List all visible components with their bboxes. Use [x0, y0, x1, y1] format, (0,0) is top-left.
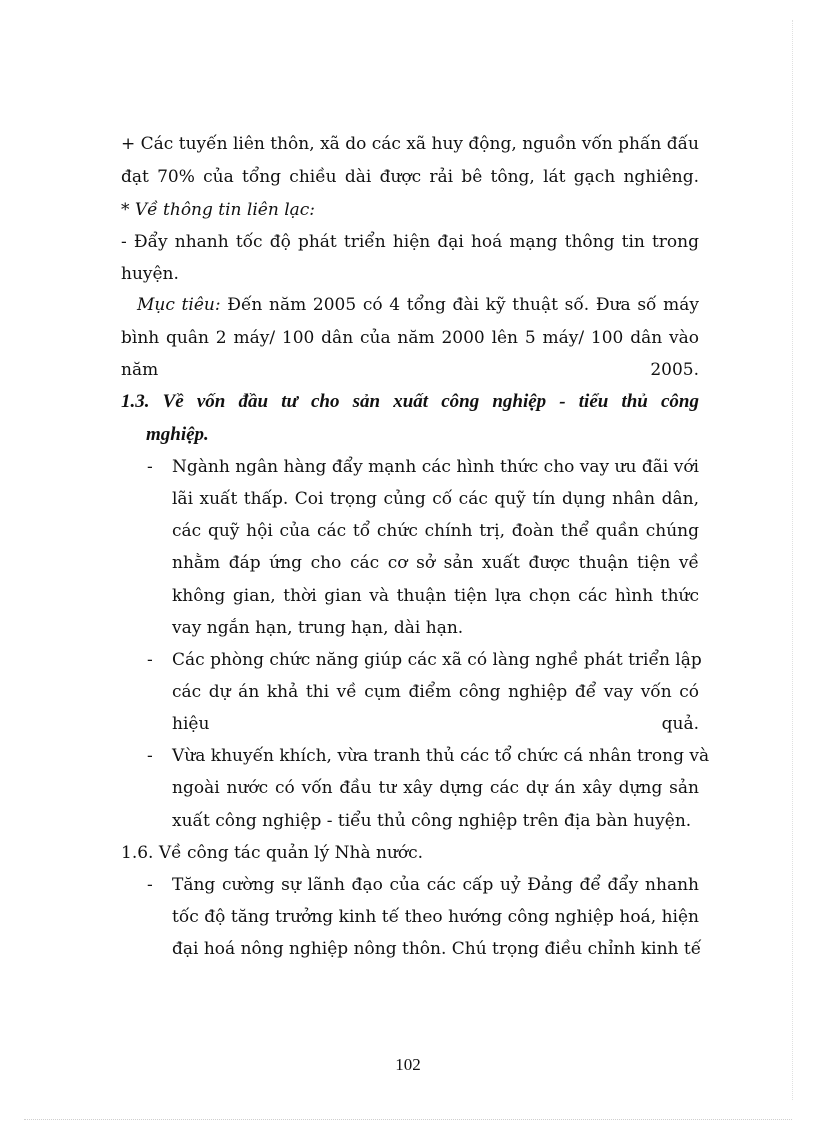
target-line-2: bình quân 2 máy/ 100 dân của năm 2000 lên 5 máy/ 100 dân vào — [121, 328, 699, 348]
bullet-dash: - — [147, 875, 153, 895]
bullet-dash: - — [147, 650, 153, 670]
section-1-6-bullet-line-3: đại hoá nông nghiệp nông thôn. Chú trọng điều chỉnh kinh tế — [172, 939, 702, 959]
bullet-1-line-6: vay ngắn hạn, trung hạn, dài hạn. — [172, 618, 464, 638]
bullet-1-line-3: các quỹ hội của các tổ chức chính trị, đoàn thể quần chúng — [172, 521, 699, 541]
target-line-1 — [137, 294, 699, 316]
bullet-2-last-left: hiệu — [172, 714, 210, 734]
plus-paragraph-line-2: đạt 70% của tổng chiều dài được rải bê tông, lát gạch nghiêng. — [121, 167, 699, 187]
plus-paragraph-line-1: + Các tuyến liên thôn, xã do các xã huy động, nguồn vốn phấn đấu — [121, 134, 699, 154]
section-1-6-heading: 1.6. Về công tác quản lý Nhà nước. — [121, 843, 424, 863]
target-line-3-right: 2005. — [650, 360, 699, 380]
bullet-1-line-4: nhằm đáp ứng cho các cơ sở sản xuất được thuận tiện về — [172, 553, 699, 573]
bullet-3-line-2: ngoài nước có vốn đầu tư xây dựng các dự án xây dựng sản — [172, 778, 699, 798]
bullet-3-line-1: Vừa khuyến khích, vừa tranh thủ các tổ chức cá nhân trong và — [172, 746, 710, 766]
bullet-dash: - — [147, 746, 153, 766]
bullet-2-last-right: quả. — [661, 714, 699, 734]
right-dotted-rule — [792, 20, 793, 1100]
target-label: Mục tiêu: — [137, 295, 221, 315]
bullet-dash: - — [147, 457, 153, 477]
section-1-6-bullet-line-2: tốc độ tăng trưởng kinh tế theo hướng công nghiệp hoá, hiện — [172, 907, 699, 927]
bullet-3-line-3: xuất công nghiệp - tiểu thủ công nghiệp trên địa bàn huyện. — [172, 811, 692, 831]
bullet-2-line-2: các dự án khả thi về cụm điểm công nghiệp để vay vốn có — [172, 682, 699, 702]
bullet-1-line-5: không gian, thời gian và thuận tiện lựa chọn các hình thức — [172, 586, 699, 606]
section-1-3-heading-line-1: 1.3. Về vốn đầu tư cho sản xuất công nghiệp - tiểu thủ công — [121, 391, 699, 412]
bullet-1-line-2: lãi xuất thấp. Coi trọng củng cố các quỹ tín dụng nhân dân, — [172, 489, 699, 509]
target-line-3-left: năm — [121, 360, 159, 380]
bottom-dotted-rule — [24, 1119, 792, 1120]
bullet-1-line-1: Ngành ngân hàng đẩy mạnh các hình thức cho vay ưu đãi với — [172, 457, 699, 477]
page-number: 102 — [395, 1055, 421, 1074]
bullet-2-line-1: Các phòng chức năng giúp các xã có làng nghề phát triển lập — [172, 650, 702, 670]
communication-line-1: - Đẩy nhanh tốc độ phát triển hiện đại hoá mạng thông tin trong — [121, 232, 699, 252]
target-line-3 — [121, 359, 699, 381]
communication-line-2: huyện. — [121, 264, 179, 284]
section-1-6-bullet-line-1: Tăng cường sự lãnh đạo của các cấp uỷ Đảng để đẩy nhanh — [172, 875, 699, 895]
communication-label: * Về thông tin liên lạc: — [121, 200, 316, 220]
section-1-3-heading-line-2: mghiệp. — [146, 424, 209, 445]
target-line-1-rest: Đến năm 2005 có 4 tổng đài kỹ thuật số. Đưa số máy — [220, 295, 699, 315]
bullet-2-line-3 — [172, 713, 699, 735]
